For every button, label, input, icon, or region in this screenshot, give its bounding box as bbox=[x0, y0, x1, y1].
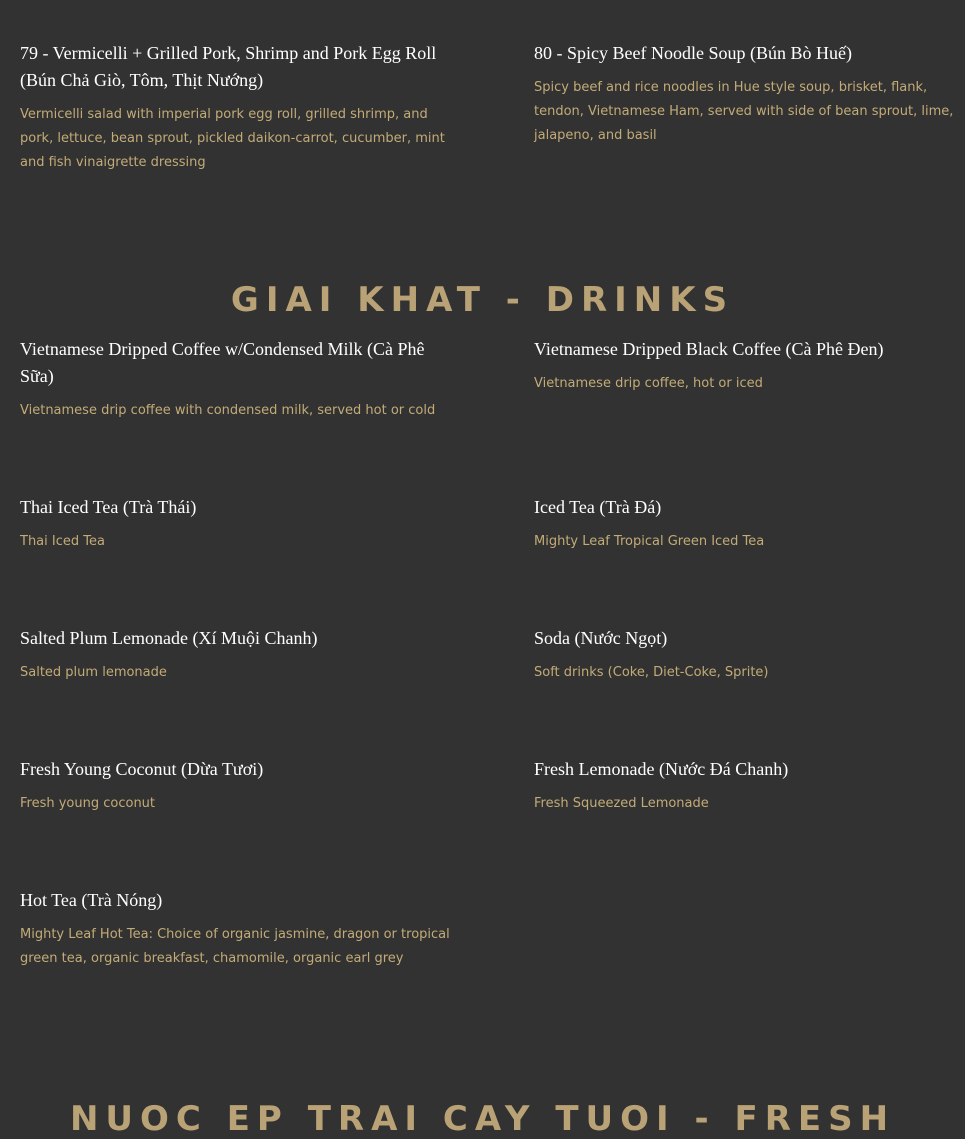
menu-item-tra-nong bbox=[20, 887, 450, 971]
menu-item-title: Vietnamese Dripped Coffee w/Condensed Milk (Cà Phê Sữa) bbox=[20, 339, 425, 386]
menu-item-description: Salted plum lemonade bbox=[20, 665, 167, 680]
menu-item-title: Iced Tea (Trà Đá) bbox=[534, 497, 662, 517]
menu-item-title: 79 - Vermicelli + Grilled Pork, Shrimp and Pork Egg Roll (Bún Chả Giò, Tôm, Thịt Nướng) bbox=[20, 43, 437, 90]
menu-item-nuoc-da-chanh bbox=[534, 756, 959, 816]
menu-item-description: Vietnamese drip coffee with condensed milk, served hot or cold bbox=[20, 403, 436, 418]
menu-item-description: Fresh young coconut bbox=[20, 796, 156, 811]
menu-item-title: Salted Plum Lemonade (Xí Muội Chanh) bbox=[20, 628, 318, 648]
menu-item-title: Vietnamese Dripped Black Coffee (Cà Phê Đen) bbox=[534, 339, 884, 359]
menu-item-title: Thai Iced Tea (Trà Thái) bbox=[20, 497, 197, 517]
menu-item-nuoc-ngot bbox=[534, 625, 959, 685]
menu-item-tra-da bbox=[534, 494, 959, 554]
menu-item-xi-muoi-chanh bbox=[20, 625, 450, 685]
menu-item-bun-bo-hue bbox=[534, 40, 959, 148]
menu-item-ca-phe-sua bbox=[20, 336, 450, 423]
section-heading-drinks: GIAI KHAT - DRINKS bbox=[230, 280, 735, 320]
menu-item-bun-cha-gio bbox=[20, 40, 450, 175]
menu-item-description: Thai Iced Tea bbox=[20, 534, 105, 549]
menu-item-dua-tuoi bbox=[20, 756, 450, 816]
menu-item-ca-phe-den bbox=[534, 336, 959, 396]
menu-item-description: Soft drinks (Coke, Diet-Coke, Sprite) bbox=[534, 665, 769, 680]
menu-item-title: Soda (Nước Ngọt) bbox=[534, 628, 668, 648]
menu-item-description: Mighty Leaf Hot Tea: Choice of organic jasmine, dragon or tropical green tea, organic breakfast, chamomile, organic earl grey bbox=[20, 927, 450, 966]
section-heading-fresh-juice: NUOC EP TRAI CAY TUOI - FRESH bbox=[69, 1099, 896, 1139]
menu-item-description: Spicy beef and rice noodles in Hue style soup, brisket, flank, tendon, Vietnamese Ham, served with side of bean sprout, lime, jalapeno, and basil bbox=[534, 80, 954, 143]
menu-item-description: Vermicelli salad with imperial pork egg roll, grilled shrimp, and pork, lettuce, bean sprout, pickled daikon-carrot, cucumber, mint and fish vinaigrette dressing bbox=[20, 107, 445, 170]
menu-item-description: Vietnamese drip coffee, hot or iced bbox=[534, 376, 763, 391]
menu-item-description: Mighty Leaf Tropical Green Iced Tea bbox=[534, 534, 765, 549]
menu-item-tra-thai bbox=[20, 494, 450, 554]
menu-item-title: Fresh Young Coconut (Dừa Tươi) bbox=[20, 759, 264, 779]
menu-item-title: Fresh Lemonade (Nước Đá Chanh) bbox=[534, 759, 789, 779]
menu-item-description: Fresh Squeezed Lemonade bbox=[534, 796, 709, 811]
menu-item-title: 80 - Spicy Beef Noodle Soup (Bún Bò Huế) bbox=[534, 43, 852, 63]
menu-item-title: Hot Tea (Trà Nóng) bbox=[20, 890, 163, 910]
